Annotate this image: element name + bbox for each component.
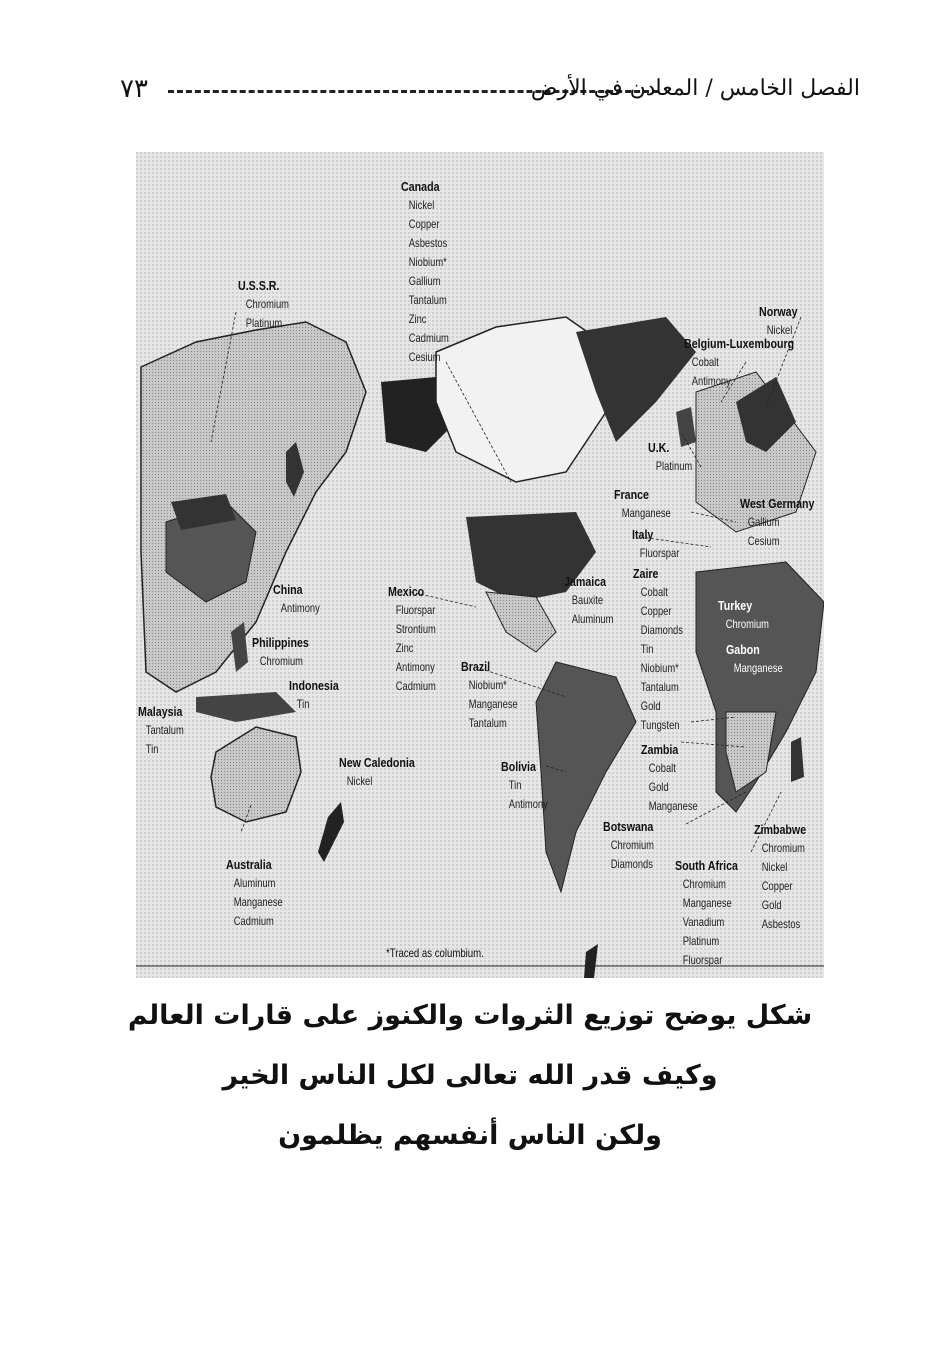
country-name: Canada: [401, 179, 440, 194]
country-name: Jamaica: [564, 574, 607, 589]
mineral: Antimony: [691, 374, 731, 388]
country-name: U.K.: [648, 440, 670, 455]
country-name: West Germany: [740, 496, 815, 511]
mineral: Gold: [648, 780, 669, 794]
mineral: Aluminum: [571, 612, 614, 626]
mineral: Copper: [640, 604, 672, 618]
chapter-title: الفصل الخامس / المعادن في الأرض: [530, 76, 860, 101]
country-name: Italy: [632, 527, 654, 542]
label-new-caledonia: [339, 753, 431, 791]
country-name: Turkey: [718, 598, 753, 613]
country-name: Gabon: [726, 642, 760, 657]
mineral: Chromium: [610, 838, 654, 852]
mineral: Antimony: [395, 660, 435, 674]
label-china: [273, 580, 333, 618]
label-france: [614, 485, 687, 523]
label-zambia: [641, 740, 714, 816]
mineral: Nickel: [761, 860, 788, 874]
label-zaire: [633, 564, 697, 735]
mineral: Chromium: [259, 654, 303, 668]
mineral: Bauxite: [571, 593, 604, 607]
mineral: Chromium: [245, 297, 289, 311]
mineral: Manganese: [682, 896, 732, 910]
caption-line-1: شكل يوضح توزيع الثروات والكنوز على قارات العالم: [127, 1000, 813, 1031]
label-bolivia: [501, 757, 561, 814]
mineral: Fluorspar: [682, 953, 723, 967]
mineral: Cobalt: [640, 585, 668, 599]
mineral: Vanadium: [682, 915, 725, 929]
mineral: Nickel: [766, 323, 793, 337]
label-belgium-luxembourg: [684, 334, 818, 391]
mineral: Tin: [145, 742, 159, 756]
mineral: Tin: [508, 778, 522, 792]
mineral: Manganese: [648, 799, 698, 813]
mineral: Diamonds: [610, 857, 653, 871]
country-name: Zaire: [633, 566, 659, 581]
mineral: Tantalum: [640, 680, 679, 694]
mineral: Tantalum: [145, 723, 184, 737]
mineral: Manganese: [733, 661, 783, 675]
mineral: Asbestos: [408, 236, 448, 250]
mineral: Fluorspar: [395, 603, 436, 617]
mineral: Gold: [761, 898, 782, 912]
mineral: Niobium*: [468, 678, 507, 692]
country-name: China: [273, 582, 303, 597]
country-name: Norway: [759, 304, 798, 319]
country-name: U.S.S.R.: [238, 278, 280, 293]
label-malaysia: [138, 702, 197, 759]
country-name: Australia: [226, 857, 272, 872]
mineral: Cadmium: [395, 679, 436, 693]
country-name: Brazil: [461, 659, 491, 674]
mineral: Chromium: [761, 841, 805, 855]
mineral: Tantalum: [408, 293, 447, 307]
mineral: Niobium*: [408, 255, 447, 269]
mineral: Cesium: [408, 350, 441, 364]
page-header: [120, 70, 860, 116]
mineral: Strontium: [395, 622, 436, 636]
country-name: New Caledonia: [339, 755, 415, 770]
map-footnote: *Traced as columbium.: [386, 946, 484, 960]
mineral: Diamonds: [640, 623, 683, 637]
mineral: Zinc: [395, 641, 414, 655]
mineral: Tungsten: [640, 718, 680, 732]
country-name: Mexico: [388, 584, 425, 599]
label-australia: [226, 855, 299, 931]
mineral: Fluorspar: [639, 546, 680, 560]
mineral: Asbestos: [761, 917, 801, 931]
country-name: South Africa: [675, 858, 738, 873]
label-turkey: [718, 596, 783, 634]
label-botswana: [603, 817, 668, 874]
country-name: Belgium-Luxembourg: [684, 336, 795, 351]
mineral: Tin: [296, 697, 310, 711]
country-name: Malaysia: [138, 704, 183, 719]
mineral: Chromium: [682, 877, 726, 891]
mineral: Platinum: [245, 316, 283, 330]
mineral: Aluminum: [233, 876, 276, 890]
mineral: Manganese: [233, 895, 283, 909]
label-mexico: [388, 582, 449, 696]
mineral: Gallium: [408, 274, 441, 288]
mineral: Copper: [761, 879, 793, 893]
country-name: Philippines: [252, 635, 309, 650]
mineral: Cobalt: [648, 761, 676, 775]
mineral: Gallium: [747, 515, 780, 529]
label-ussr: [238, 276, 303, 333]
label-west-germany: [740, 494, 824, 551]
mineral: Tin: [640, 642, 654, 656]
mineral: Cesium: [747, 534, 780, 548]
mineral: Cadmium: [408, 331, 449, 345]
mineral: Manganese: [468, 697, 518, 711]
label-south-africa: [675, 856, 752, 970]
country-name: Indonesia: [289, 678, 339, 693]
mineral: Chromium: [725, 617, 769, 631]
mineral: Antimony: [508, 797, 548, 811]
mineral: Tantalum: [468, 716, 507, 730]
mineral: Cobalt: [691, 355, 719, 369]
label-uk: [648, 438, 705, 476]
mineral: Antimony: [280, 601, 320, 615]
country-name: Zimbabwe: [754, 822, 807, 837]
mineral: Manganese: [621, 506, 671, 520]
label-philippines: [252, 633, 321, 671]
caption-line-2: وكيف قدر الله تعالى لكل الناس الخير: [222, 1060, 718, 1091]
mineral: Gold: [640, 699, 661, 713]
mineral: Copper: [408, 217, 440, 231]
world-minerals-map: [136, 152, 824, 978]
label-italy: [632, 525, 693, 563]
mineral: Nickel: [346, 774, 373, 788]
country-name: Bolivia: [501, 759, 536, 774]
label-indonesia: [289, 676, 350, 714]
mineral: Niobium*: [640, 661, 679, 675]
country-name: France: [614, 487, 649, 502]
label-jamaica: [564, 572, 627, 629]
mineral: Nickel: [408, 198, 435, 212]
country-name: Botswana: [603, 819, 654, 834]
mineral: Platinum: [655, 459, 693, 473]
page-number: ٧٣: [120, 74, 148, 104]
country-name: Zambia: [641, 742, 679, 757]
label-brazil: [461, 657, 534, 733]
label-gabon: [726, 640, 799, 678]
mineral: Platinum: [682, 934, 720, 948]
label-canada: [401, 177, 462, 367]
mineral: Zinc: [408, 312, 427, 326]
mineral: Cadmium: [233, 914, 274, 928]
caption-line-3: ولكن الناس أنفسهم يظلمون: [278, 1120, 662, 1151]
label-zimbabwe: [754, 820, 819, 934]
